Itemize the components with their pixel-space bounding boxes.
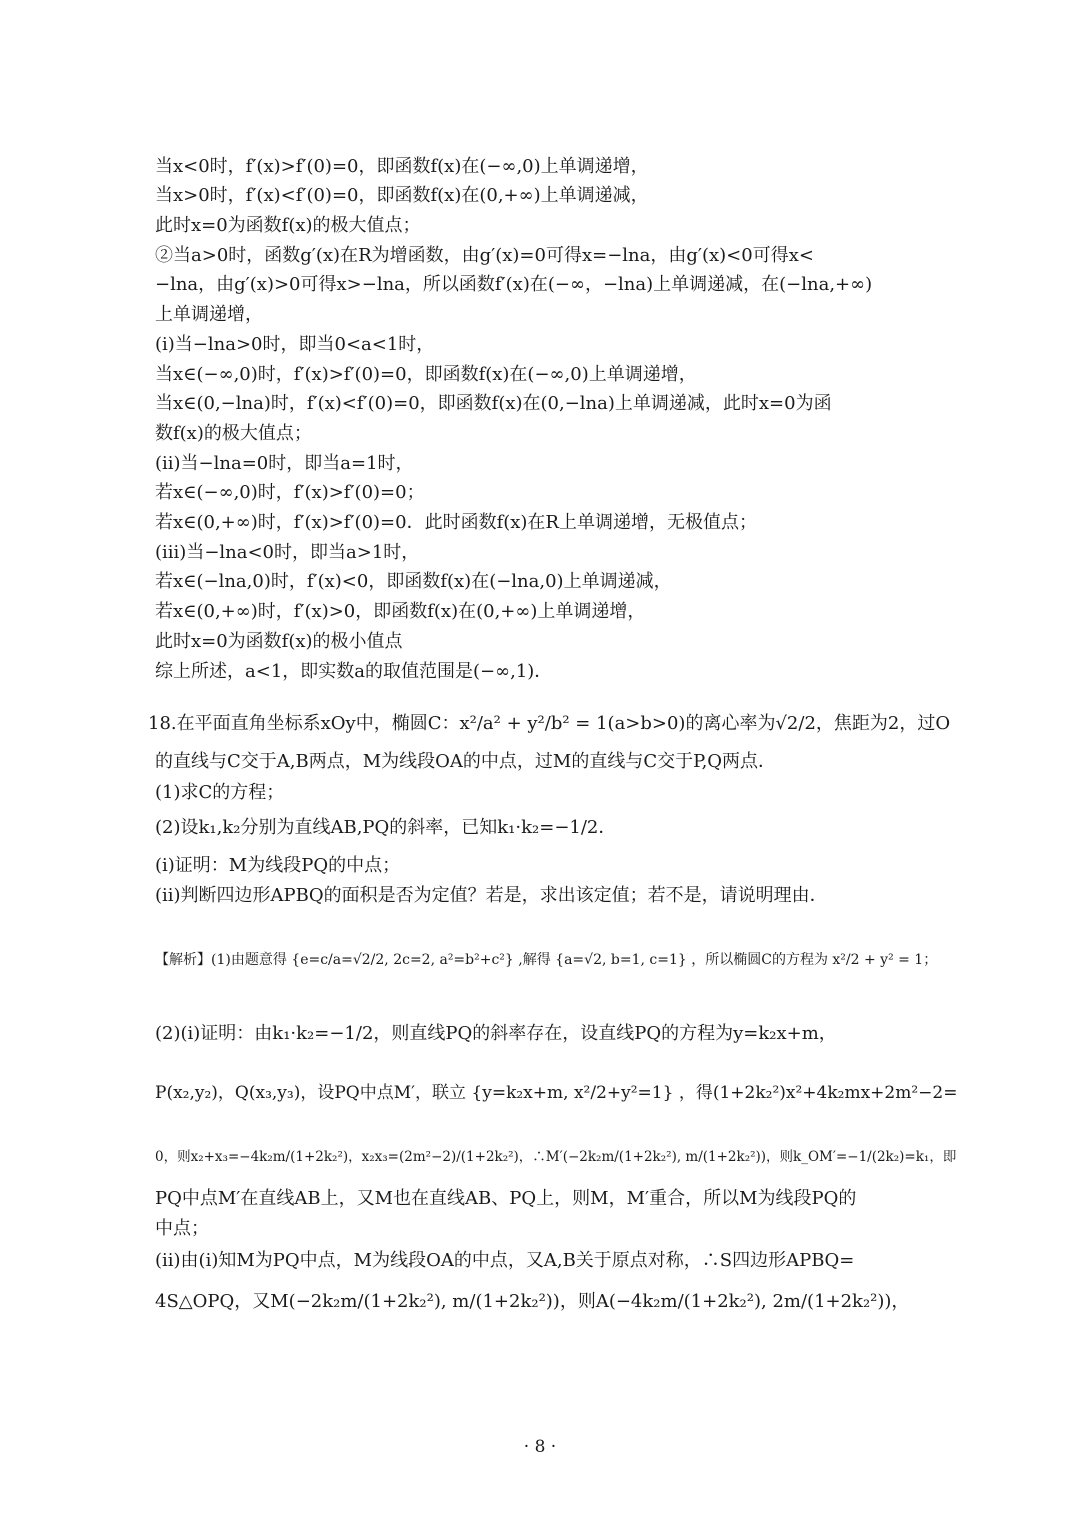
text-line: (ⅰ)证明：M为线段PQ的中点； — [155, 855, 401, 876]
text-line: (ii)当−lna=0时，即当a=1时， — [155, 453, 414, 474]
text-line: 4S△OPQ，又M(−2k₂m/(1+2k₂²), m/(1+2k₂²))，则A(−4k₂m/(1+2k₂²), 2m/(1+2k₂²))， — [155, 1291, 910, 1312]
text-line: 当x∈(−∞,0)时，f′(x)>f′(0)=0，即函数f(x)在(−∞,0)上单调递增， — [155, 364, 697, 385]
text-line: (i)当−lna>0时，即当0<a<1时， — [155, 334, 435, 355]
text-line: 此时x=0为函数f(x)的极小值点 — [155, 631, 403, 652]
text-line: 若x∈(0,+∞)时，f′(x)>0，即函数f(x)在(0,+∞)上单调递增， — [155, 601, 646, 622]
text-line: 此时x=0为函数f(x)的极大值点； — [155, 215, 421, 236]
text-line: 的直线与C交于A,B两点，M为线段OA的中点，过M的直线与C交于P,Q两点． — [155, 751, 777, 772]
text-line: (ⅱ)判断四边形APBQ的面积是否为定值？若是，求出该定值；若不是，请说明理由． — [155, 885, 828, 906]
text-line: 若x∈(−∞,0)时，f′(x)>f′(0)=0； — [155, 482, 425, 503]
text-line: 当x∈(0,−lna)时，f′(x)<f′(0)=0，即函数f(x)在(0,−lna)上单调递减，此时x=0为函 — [155, 393, 832, 414]
text-line: −lna，由g′(x)>0可得x>−lna，所以函数f′(x)在(−∞，−lna)上单调递减，在(−lna,+∞) — [155, 274, 873, 295]
solution-part-1: 【解析】(1)由题意得 {e=c/a=√2/2, 2c=2, a²=b²+c²} ,解得 {a=√2, b=1, c=1} ，所以椭圆C的方程为 x²/2 + y² = 1； — [155, 952, 938, 968]
text-line: 综上所述，a<1，即实数a的取值范围是(−∞,1)． — [155, 661, 553, 682]
text-line: 中点； — [155, 1218, 209, 1239]
text-line: ②当a>0时，函数g′(x)在R为增函数，由g′(x)=0可得x=−lna，由g′(x)<0可得x< — [155, 245, 814, 266]
text-line: 上单调递增， — [155, 304, 263, 325]
text-line: (2)(ⅰ)证明：由k₁·k₂=−1/2，则直线PQ的斜率存在，设直线PQ的方程为y=k₂x+m， — [155, 1023, 837, 1044]
problem-18-statement: 18.在平面直角坐标系xOy中，椭圆C：x²/a² + y²/b² = 1(a>b>0)的离心率为√2/2，焦距为2，过O — [148, 713, 951, 734]
text-line: (1)求C的方程； — [155, 782, 285, 803]
text-line: (2)设k₁,k₂分别为直线AB,PQ的斜率，已知k₁·k₂=−1/2． — [155, 817, 617, 838]
text-line: 若x∈(−lna,0)时，f′(x)<0，即函数f(x)在(−lna,0)上单调递减， — [155, 571, 672, 592]
text-line: P(x₂,y₂)，Q(x₃,y₃)，设PQ中点M′，联立 {y=k₂x+m, x²/2+y²=1} ，得(1+2k₂²)x²+4k₂mx+2m²−2= — [155, 1083, 958, 1103]
text-line: PQ中点M′在直线AB上，又M也在直线AB、PQ上，则M，M′重合，所以M为线段PQ的 — [155, 1188, 857, 1209]
text-line: 数f(x)的极大值点； — [155, 423, 312, 444]
text-line: 0，则x₂+x₃=−4k₂m/(1+2k₂²)，x₂x₃=(2m²−2)/(1+2k₂²)，∴M′(−2k₂m/(1+2k₂²), m/(1+2k₂²))，则k_OM′=−1/(2k₂)=k₁，即 — [155, 1149, 957, 1165]
text-line: (iii)当−lna<0时，即当a>1时， — [155, 542, 420, 563]
text-line: 当x>0时，f′(x)<f′(0)=0，即函数f(x)在(0,+∞)上单调递减， — [155, 185, 649, 206]
page-number: · 8 · — [523, 1437, 557, 1457]
text-line: (ⅱ)由(ⅰ)知M为PQ中点，M为线段OA的中点，又A,B关于原点对称，∴S四边形APBQ= — [155, 1250, 855, 1271]
text-line: 当x<0时，f′(x)>f′(0)=0，即函数f(x)在(−∞,0)上单调递增， — [155, 156, 649, 177]
text-line: 若x∈(0,+∞)时，f′(x)>f′(0)=0．此时函数f(x)在R上单调递增，无极值点； — [155, 512, 757, 533]
